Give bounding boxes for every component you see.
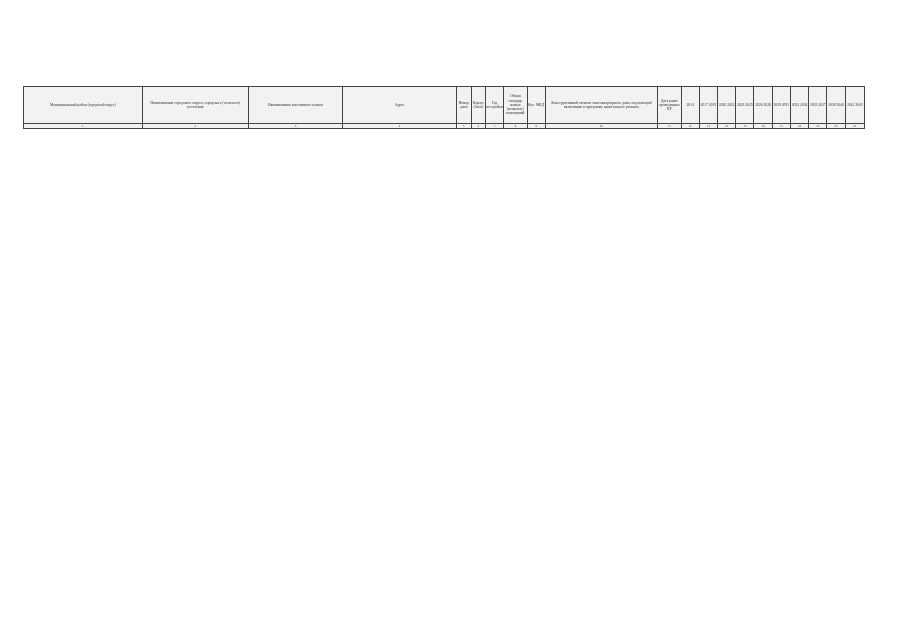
column-number: 12 — [681, 124, 699, 129]
column-number: 5 — [456, 124, 471, 129]
column-header: Наименование городского округа, городского (сельского) поселения — [142, 87, 248, 124]
column-header: 2032 2034 — [790, 87, 808, 124]
column-header: 2020 2022 — [717, 87, 735, 124]
column-number: 11 — [658, 124, 681, 129]
column-number: 15 — [736, 124, 754, 129]
column-header: Конструктивный элемент многоквартирного дома, подлежащий включению в программу капитального ремонта — [545, 87, 657, 124]
column-number: 17 — [772, 124, 790, 129]
column-number: 7 — [485, 124, 503, 129]
column-header: Общая площадь жилых (нежилых) помещений — [504, 87, 527, 124]
column-number: 1 — [24, 124, 143, 129]
column-number: 6 — [471, 124, 485, 129]
column-header: 2026 2028 — [754, 87, 772, 124]
column-number: 10 — [545, 124, 657, 129]
column-header: 2038 2040 — [827, 87, 845, 124]
column-header: Год постройки — [485, 87, 503, 124]
column-header: Муниципальный район (городской округ) — [24, 87, 143, 124]
column-number: 20 — [827, 124, 845, 129]
column-header: Кол. МКД — [527, 87, 545, 124]
table-header-row — [24, 87, 865, 124]
column-number: 9 — [527, 124, 545, 129]
column-header: 2035 2037 — [809, 87, 827, 124]
column-number: 8 — [504, 124, 527, 129]
column-number: 4 — [343, 124, 456, 129]
column-header: 2041 2043 — [845, 87, 864, 124]
column-header: Дата ранее проведенных КР — [658, 87, 681, 124]
column-header: Номер дома — [456, 87, 471, 124]
column-number: 16 — [754, 124, 772, 129]
column-number: 18 — [790, 124, 808, 129]
column-number-row — [24, 124, 865, 129]
column-header: 2023 2025 — [736, 87, 754, 124]
column-number: 13 — [699, 124, 717, 129]
column-number: 14 — [717, 124, 735, 129]
capital-repair-schedule-sheet — [23, 86, 865, 129]
column-header: Адрес — [343, 87, 456, 124]
repair-schedule-table — [23, 86, 865, 129]
column-header: 2029 2031 — [772, 87, 790, 124]
column-number: 19 — [809, 124, 827, 129]
column-header: Корпус (блок) — [471, 87, 485, 124]
column-header: 2017 2019 — [699, 87, 717, 124]
column-number: 3 — [248, 124, 342, 129]
column-header: 2014 — [681, 87, 699, 124]
column-number: 2 — [142, 124, 248, 129]
column-number: 21 — [845, 124, 864, 129]
column-header: Наименование населенного пункта — [248, 87, 342, 124]
